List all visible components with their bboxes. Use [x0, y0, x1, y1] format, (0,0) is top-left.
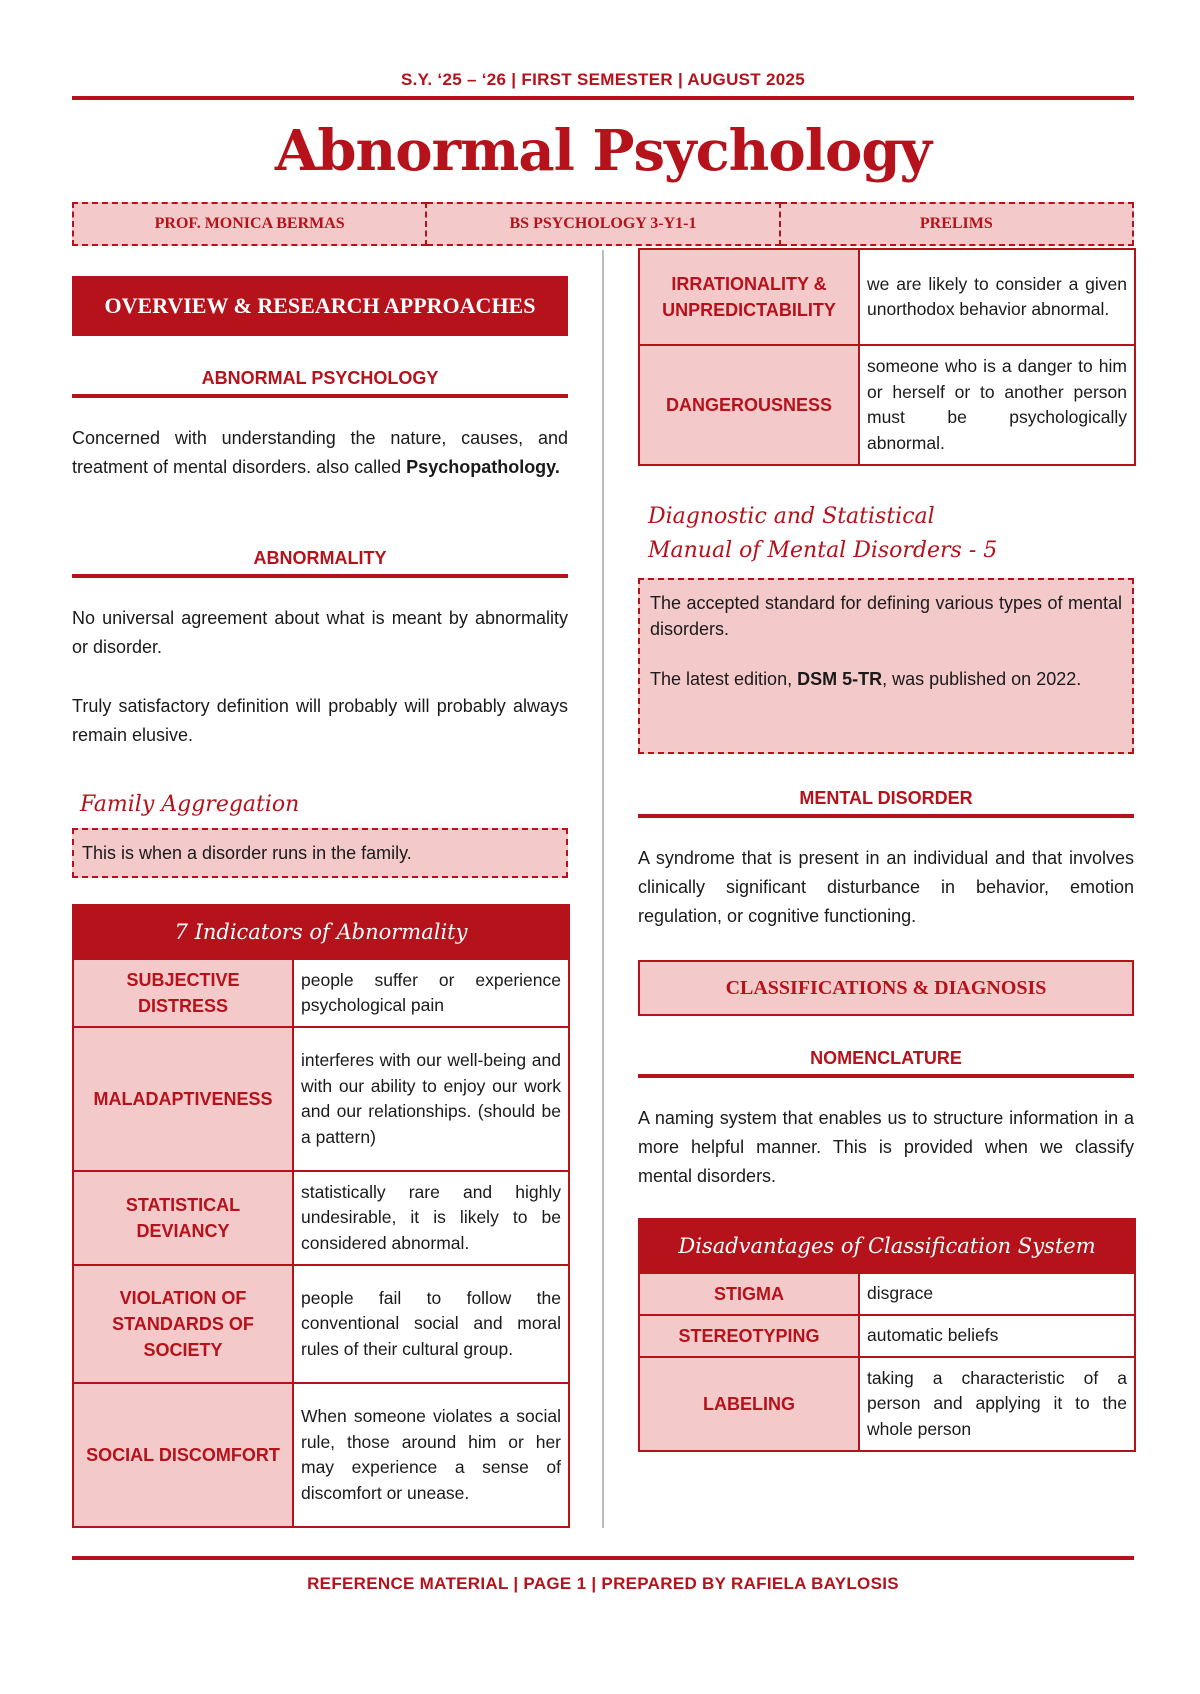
column-divider — [602, 250, 604, 1528]
indicator-value: statistically rare and highly undesirable, it is likely to be considered abnormal. — [293, 1171, 569, 1265]
table-row — [73, 1383, 569, 1527]
disadvantages-table-title: Disadvantages of Classification System — [639, 1219, 1135, 1273]
classifications-banner: CLASSIFICATIONS & DIAGNOSIS — [638, 960, 1134, 1016]
dsm-edition: DSM 5-TR — [797, 669, 883, 689]
professor-label: PROF. MONICA BERMAS — [72, 202, 427, 246]
document-title: Abnormal Psychology — [274, 118, 932, 184]
indicator-key: STATISTICAL DEVIANCY — [73, 1171, 293, 1265]
info-bar — [72, 202, 1134, 246]
indicator-key: SUBJECTIVE DISTRESS — [73, 959, 293, 1027]
disadvantage-key: STEREOTYPING — [639, 1315, 859, 1357]
header-rule — [72, 96, 1134, 100]
disadvantages-table — [638, 1218, 1136, 1452]
table-row — [73, 1265, 569, 1383]
indicator-key: DANGEROUSNESS — [639, 345, 859, 465]
indicator-value: people fail to follow the conventional social and moral rules of their cultural group. — [293, 1265, 569, 1383]
disadvantage-key: STIGMA — [639, 1273, 859, 1315]
disadvantage-value: taking a characteristic of a person and applying it to the whole person — [859, 1357, 1135, 1451]
dsm-heading-line-2: Manual of Mental Disorders - 5 — [648, 538, 998, 563]
mental-disorder-heading: MENTAL DISORDER — [799, 788, 973, 808]
table-row — [73, 959, 569, 1027]
section-rule — [638, 1074, 1134, 1078]
abnormal-psychology-heading: ABNORMAL PSYCHOLOGY — [201, 368, 439, 388]
indicator-value: When someone violates a social rule, those around him or her may experience a sense of discomfort or unease. — [293, 1383, 569, 1527]
table-row — [639, 1273, 1135, 1315]
indicator-key: VIOLATION OF STANDARDS OF SOCIETY — [73, 1265, 293, 1383]
indicator-value: people suffer or experience psychological pain — [293, 959, 569, 1027]
family-aggregation-heading: Family Aggregation — [80, 792, 300, 817]
section-rule — [638, 814, 1134, 818]
semester-line: S.Y. ‘25 – ‘26 | FIRST SEMESTER | AUGUST 2025 — [400, 70, 806, 89]
disadvantage-value: automatic beliefs — [859, 1315, 1135, 1357]
dsm-box — [638, 578, 1134, 754]
dsm-text: , was published on 2022. — [882, 669, 1082, 689]
dsm-paragraph-1: The accepted standard for defining various types of mental disorders. — [650, 593, 1122, 639]
dsm-heading-line-1: Diagnostic and Statistical — [648, 504, 935, 529]
section-rule — [72, 574, 568, 578]
section-rule — [72, 394, 568, 398]
indicators-table-title: 7 Indicators of Abnormality — [73, 905, 569, 959]
indicator-key: SOCIAL DISCOMFORT — [73, 1383, 293, 1527]
table-row — [639, 1315, 1135, 1357]
disadvantage-key: LABELING — [639, 1357, 859, 1451]
table-row — [639, 249, 1135, 345]
mental-disorder-definition: A syndrome that is present in an individual and that involves clinically significant disturbance in behavior, emotion regulation, or cognitive functioning. — [638, 848, 1134, 926]
table-row — [73, 1027, 569, 1171]
dsm-heading — [648, 500, 1128, 568]
footer-rule — [72, 1556, 1134, 1560]
overview-banner: OVERVIEW & RESEARCH APPROACHES — [72, 276, 568, 336]
family-aggregation-box — [72, 828, 568, 878]
abnormal-psychology-definition — [72, 424, 568, 482]
section-label: BS PSYCHOLOGY 3-Y1-1 — [427, 202, 780, 246]
table-row — [639, 1357, 1135, 1451]
table-row — [639, 345, 1135, 465]
indicator-value: interferes with our well-being and with our ability to enjoy our work and our relationships. (should be a pattern) — [293, 1027, 569, 1171]
indicator-key: IRRATIONALITY & UNPREDICTABILITY — [639, 249, 859, 345]
indicators-table — [72, 904, 570, 1528]
dsm-text: The latest edition, — [650, 669, 798, 689]
nomenclature-definition: A naming system that enables us to structure information in a more helpful manner. This is provided when we classify mental disorders. — [638, 1108, 1134, 1186]
term-label: PRELIMS — [781, 202, 1134, 246]
indicator-value: someone who is a danger to him or herself or to another person must be psychologically abnormal. — [859, 345, 1135, 465]
nomenclature-heading: NOMENCLATURE — [810, 1048, 962, 1068]
indicator-value: we are likely to consider a given unorthodox behavior abnormal. — [859, 249, 1135, 345]
definition-text: Concerned with understanding the nature, causes, and treatment of mental disorders. also called — [72, 428, 568, 477]
table-row — [73, 1171, 569, 1265]
family-aggregation-text: This is when a disorder runs in the family. — [82, 843, 412, 863]
disadvantage-value: disgrace — [859, 1273, 1135, 1315]
psychopathology-term: Psychopathology. — [406, 457, 560, 477]
indicator-key: MALADAPTIVENESS — [73, 1027, 293, 1171]
dsm-paragraph-2 — [650, 666, 1122, 692]
footer-text: REFERENCE MATERIAL | PAGE 1 | PREPARED BY RAFIELA BAYLOSIS — [307, 1574, 899, 1593]
indicators-table-continued — [638, 248, 1136, 466]
abnormality-paragraph-2: Truly satisfactory definition will probably will probably always remain elusive. — [72, 696, 568, 745]
abnormality-heading: ABNORMALITY — [253, 548, 387, 568]
abnormality-paragraph-1: No universal agreement about what is meant by abnormality or disorder. — [72, 608, 568, 657]
